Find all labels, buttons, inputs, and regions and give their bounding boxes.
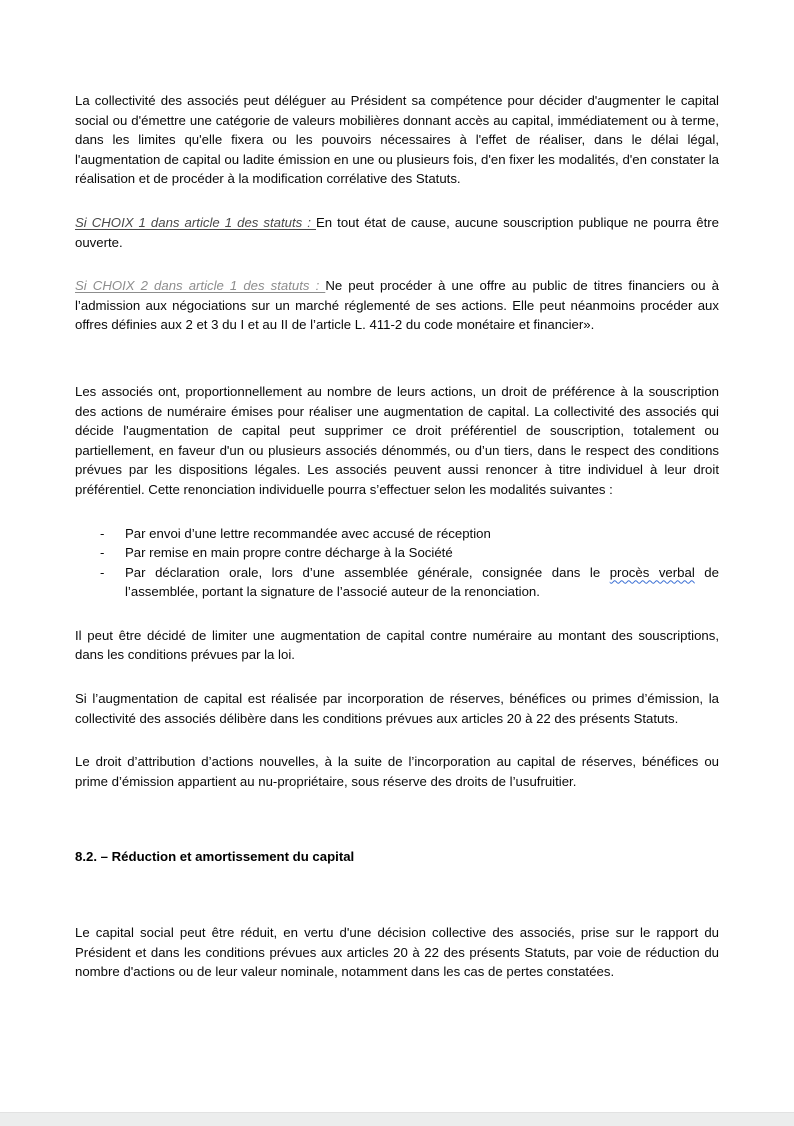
list-item (75, 563, 719, 602)
dash-bullet-icon: - (100, 564, 105, 580)
renunciation-modalities-list (75, 524, 719, 602)
page-bottom-edge (0, 1112, 794, 1126)
dash-bullet-icon: - (100, 545, 105, 561)
paragraph-reduction: Le capital social peut être réduit, en vertu d'une décision collective des associés, prise sur le rapport du Président et dans les conditions prévues aux articles 20 à 22 des présents Statuts, par voie de réduction du nombre d'actions ou de leur valeur nominale, notamment dans les cas de pertes constatées. (75, 925, 719, 980)
spacer (75, 665, 719, 689)
paragraph-delegation: La collectivité des associés peut déléguer au Président sa compétence pour décider d'augmenter le capital social ou d'émettre une catégorie de valeurs mobilières donnant accès au capital, immédiatement ou à terme, dans les limites qu'elle fixera ou les pouvoirs nécessaires à l'effet de réaliser, dans le délai légal, l'augmentation de capital ou ladite émission en une ou plusieurs fois, d'en fixer les modalités, d'en constater la réalisation et de procéder à la modification corrélative des Statuts. (75, 93, 719, 187)
spacer (75, 500, 719, 524)
choice-1-text: En tout état de cause, aucune souscription publique ne pourra être ouverte. (75, 214, 720, 250)
list-item (75, 543, 719, 563)
list-item-text-prefix: Par déclaration orale, lors d’une assemblée générale, consignée dans le (125, 564, 610, 580)
page-edge-shade (0, 1113, 794, 1126)
list-item-text: Par remise en main propre contre décharge à la Société (125, 545, 453, 561)
paragraph-choice-1 (75, 213, 719, 252)
page-title: 8.2. – Réduction et amortissement du capital (75, 849, 355, 865)
paragraph-attribution: Le droit d’attribution d’actions nouvelles, à la suite de l’incorporation au capital de réserves, bénéfices ou prime d’émission appartient au nu-propriétaire, sous réserve des droits de l’usufruitier. (75, 754, 719, 789)
spacer (75, 189, 719, 213)
spacer (75, 867, 719, 923)
spacer (75, 602, 719, 626)
spacer (75, 791, 719, 847)
list-item-text-suffix: de l’assemblée, portant la signature de l’associé auteur de la renonciation. (125, 564, 719, 600)
paragraph-limitation: Il peut être décidé de limiter une augmentation de capital contre numéraire au montant des souscriptions, dans les conditions prévues par la loi. (75, 627, 719, 663)
spellcheck-flagged-text: procès verbal (609, 564, 695, 580)
spacer (75, 252, 719, 276)
page-content (75, 91, 719, 982)
choice-1-label: Si CHOIX 1 dans article 1 des statuts : (75, 214, 317, 230)
paragraph-choice-2 (75, 276, 719, 335)
spacer (75, 728, 719, 752)
paragraph-incorporation: Si l’augmentation de capital est réalisée par incorporation de réserves, bénéfices ou primes d’émission, la collectivité des associés délibère dans les conditions prévues aux articles 20 à 22 des présents Statuts. (75, 691, 719, 726)
list-item (75, 524, 719, 544)
paragraph-preference-right: Les associés ont, proportionnellement au nombre de leurs actions, un droit de préférence à la souscription des actions de numéraire émises pour réaliser une augmentation de capital. La collectivité des associés qui décide l'augmentation de capital peut supprimer ce droit préférentiel de souscription, totalement ou partiellement, en faveur d'un ou plusieurs associés dénommés, ou d’un tiers, dans le respect des conditions prévues par les dispositions légales. Les associés peuvent aussi renoncer à titre individuel à leur droit préférentiel. Cette renonciation individuelle pourra s’effectuer selon les modalités suivantes : (75, 383, 719, 497)
spacer (75, 335, 719, 382)
list-item-text: Par envoi d’une lettre recommandée avec accusé de réception (125, 525, 491, 541)
choice-2-label: Si CHOIX 2 dans article 1 des statuts : (75, 278, 326, 294)
dash-bullet-icon: - (100, 525, 105, 541)
choice-2-text: Ne peut procéder à une offre au public de titres financiers ou à l’admission aux négociations sur un marché réglementé de ses actions. Elle peut néanmoins procéder aux offres définies aux 2 et 3 du I et au II de l’article L. 411-2 du code monétaire et financier». (75, 278, 719, 333)
